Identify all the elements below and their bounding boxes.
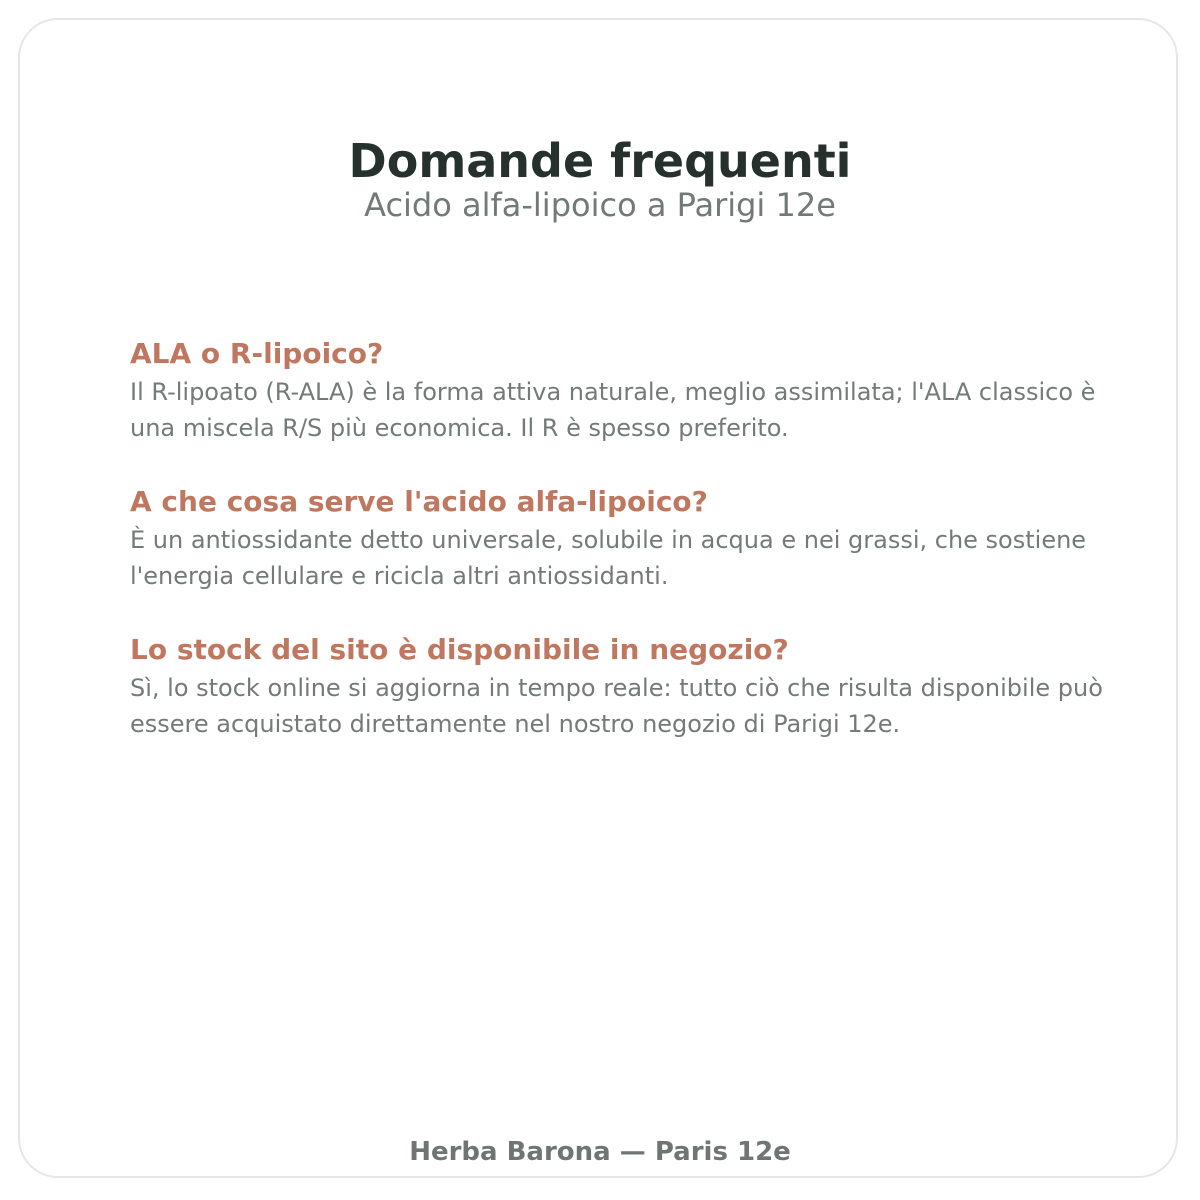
page-title: Domande frequenti bbox=[348, 133, 852, 188]
faq-item bbox=[130, 334, 1120, 446]
faq-item bbox=[130, 482, 1120, 594]
faq-answer: È un antiossidante detto universale, solubile in acqua e nei grassi, che sostiene l'energia cellulare e ricicla altri antiossidanti. bbox=[130, 526, 1087, 590]
faq-answer: Il R-lipoato (R-ALA) è la forma attiva naturale, meglio assimilata; l'ALA classico è una miscela R/S più economica. Il R è spesso preferito. bbox=[130, 378, 1096, 442]
faq-question: A che cosa serve l'acido alfa-lipoico? bbox=[130, 485, 708, 518]
faq-question: Lo stock del sito è disponibile in negozio? bbox=[130, 633, 789, 666]
faq-question: ALA o R-lipoico? bbox=[130, 337, 384, 370]
faq-item bbox=[130, 630, 1120, 742]
faq-answer: Sì, lo stock online si aggiorna in tempo reale: tutto ciò che risulta disponibile può essere acquistato direttamente nel nostro negozio di Parigi 12e. bbox=[130, 674, 1103, 738]
footer-brand: Herba Barona — Paris 12e bbox=[409, 1137, 791, 1167]
page-subtitle: Acido alfa-lipoico a Parigi 12e bbox=[364, 186, 836, 224]
faq-list bbox=[130, 334, 1120, 778]
